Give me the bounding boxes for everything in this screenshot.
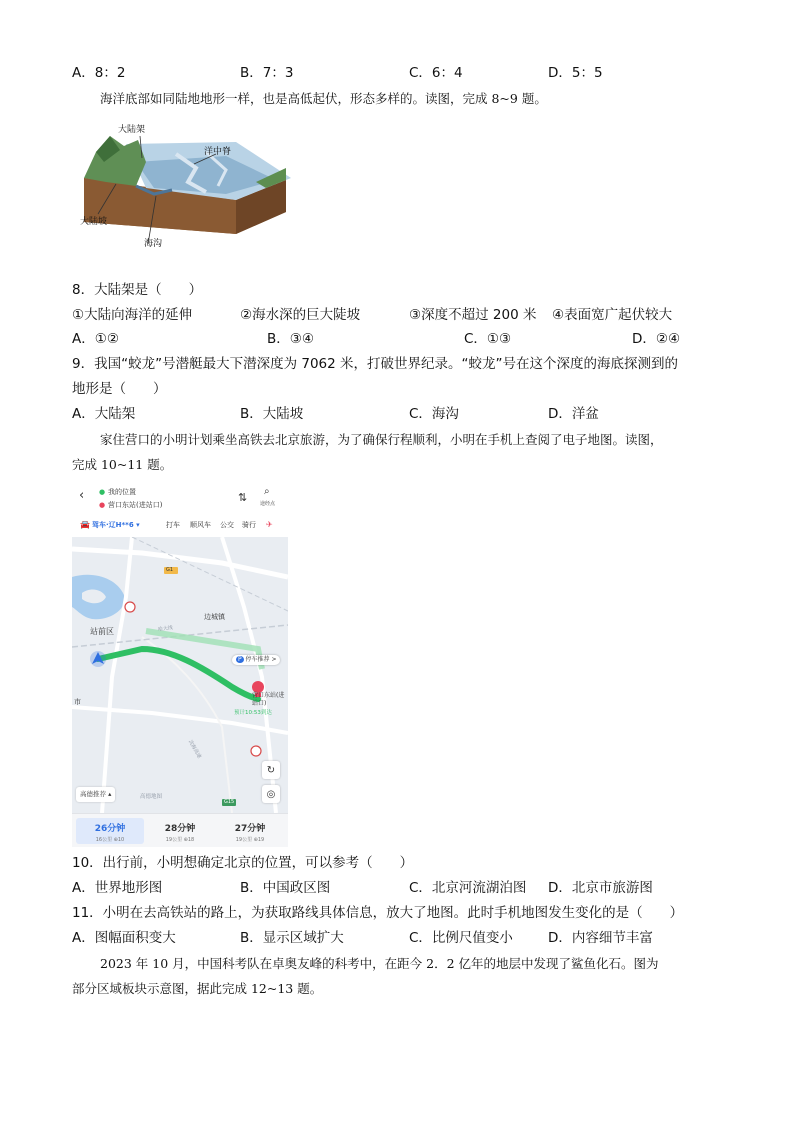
place-zhanqian: 站前区 [90, 627, 114, 636]
origin-dot-icon: ● [99, 488, 106, 496]
add-waypoint-label[interactable]: 途经点 [260, 501, 276, 507]
parking-label: 停车推荐 > [245, 656, 277, 663]
locate-button[interactable] [262, 785, 280, 803]
road-shenhai: 沈海高速 [186, 739, 203, 760]
q9-option-b: B．大陆坡 [240, 406, 304, 422]
tab-drive[interactable]: 驾车·辽H**6 ▾ [92, 521, 140, 529]
refresh-button[interactable] [262, 761, 280, 779]
q11-option-c: C．比例尺值变小 [409, 930, 513, 946]
label-trench: 海沟 [144, 239, 163, 249]
car-icon: 🚘 [80, 520, 90, 529]
q10-option-d: D．北京市旅游图 [548, 880, 653, 896]
place-biancheng: 边城镇 [204, 613, 225, 621]
route-search-bar [72, 483, 288, 515]
q8-option-a: A．①② [72, 331, 119, 347]
refresh-icon: ↻ [266, 764, 276, 776]
q11-option-d: D．内容细节丰富 [548, 930, 653, 946]
q8-option-b: B．③④ [267, 331, 314, 347]
q7-option-b: B．7：3 [240, 65, 294, 81]
road-g15: G15 [224, 799, 235, 805]
q10-option-c: C．北京河流湖泊图 [409, 880, 527, 896]
route-option-1[interactable] [76, 818, 144, 844]
route-3-time: 27分钟 [234, 824, 266, 834]
destination-name-line1: 营口东站(进 [252, 692, 285, 699]
intro-12-13-line2: 部分区域板块示意图，据此完成 12~13 题。 [72, 981, 323, 996]
q11-option-b: B．显示区域扩大 [240, 930, 344, 946]
q8-statement-4: ④表面宽广起伏较大 [552, 307, 673, 323]
route-option-2[interactable] [146, 818, 214, 844]
route-1-time: 26分钟 [94, 824, 126, 834]
q8-option-c: C．①③ [464, 331, 512, 347]
q8-statement-3: ③深度不超过 200 米 [409, 307, 537, 323]
q9-option-c: C．海沟 [409, 406, 459, 422]
destination-label[interactable]: 营口东站(进站口) [108, 501, 163, 509]
q11-option-a: A．图幅面积变大 [72, 930, 176, 946]
route-1-sub: 16公里 ⊕10 [95, 837, 125, 843]
route-3-sub: 19公里 ⊕19 [235, 837, 265, 843]
map-view[interactable] [72, 537, 288, 813]
q9-option-a: A．大陆架 [72, 406, 136, 422]
route-2-time: 28分钟 [164, 824, 196, 834]
travel-mode-tabs [72, 515, 288, 538]
q10-stem: 10．出行前，小明想确定北京的位置，可以参考（ ） [72, 855, 414, 871]
route-option-3[interactable] [216, 818, 284, 844]
q11-stem: 11．小明在去高铁站的路上，为获取路线具体信息，放大了地图。此时手机地图发生变化的是（ ） [72, 905, 684, 921]
q8-stem: 8．大陆架是（ ） [72, 282, 203, 298]
destination-name-line2: 站口) [252, 700, 267, 707]
map-watermark: 高德地图 [140, 794, 163, 800]
phone-map-screenshot [72, 483, 288, 847]
q8-statement-2: ②海水深的巨大陡坡 [240, 307, 361, 323]
q7-option-a: A．8：2 [72, 65, 126, 81]
route-preference-button[interactable]: 高德推荐 ▴ [76, 787, 115, 802]
tab-taxi[interactable]: 打车 [166, 521, 180, 529]
q9-stem-line2: 地形是（ ） [72, 381, 167, 397]
eta-label: 预计10:53到达 [234, 710, 272, 716]
parking-icon: P [238, 656, 242, 663]
q7-option-d: D．5：5 [548, 65, 603, 81]
label-mid-ocean-ridge: 洋中脊 [204, 147, 232, 157]
origin-label[interactable]: 我的位置 [108, 488, 136, 496]
route-2-sub: 19公里 ⊕18 [165, 837, 195, 843]
place-shi: 市 [74, 698, 81, 706]
road-g1: G1 [166, 567, 174, 573]
tab-carpool[interactable]: 顺风车 [190, 521, 211, 529]
route-options [72, 813, 288, 847]
more-modes-icon[interactable]: ✈ [266, 520, 273, 529]
tab-transit[interactable]: 公交 [220, 521, 234, 529]
intro-10-11-line1: 家住营口的小明计划乘坐高铁去北京旅游，为了确保行程顺利，小明在手机上查阅了电子地图。读图， [100, 432, 663, 447]
q9-option-d: D．洋盆 [548, 406, 599, 422]
q8-option-d: D．②④ [632, 331, 681, 347]
destination-dot-icon: ● [99, 501, 106, 509]
tab-bike[interactable]: 骑行 [242, 521, 256, 529]
q10-option-a: A．世界地形图 [72, 880, 163, 896]
q9-stem-line1: 9．我国“蛟龙”号潜艇最大下潜深度为 7062 米，打破世界纪录。“蛟龙”号在这个深度的海底探测到的 [72, 356, 679, 372]
intro-8-9: 海洋底部如同陆地地形一样，也是高低起伏，形态多样的。读图，完成 8~9 题。 [100, 91, 547, 106]
intro-10-11-line2: 完成 10~11 题。 [72, 457, 173, 472]
swap-icon[interactable]: ⇅ [238, 491, 248, 504]
intro-12-13-line1: 2023 年 10 月，中国科考队在卓奥友峰的科考中，在距今 2．2 亿年的地层中发现了鲨鱼化石。图为 [100, 956, 659, 971]
label-continental-slope: 大陆坡 [80, 217, 108, 227]
q10-option-b: B．中国政区图 [240, 880, 331, 896]
locate-icon: ◎ [266, 788, 276, 800]
label-continental-shelf: 大陆架 [118, 125, 146, 135]
parking-recommend[interactable] [232, 655, 280, 665]
search-icon[interactable]: ⌕ [264, 486, 270, 497]
seafloor-diagram [76, 122, 296, 254]
back-arrow-icon[interactable]: ‹ [79, 488, 85, 503]
q8-statement-1: ①大陆向海洋的延伸 [72, 307, 193, 323]
q7-option-c: C．6：4 [409, 65, 463, 81]
road-hada: 哈大线 [157, 624, 174, 634]
